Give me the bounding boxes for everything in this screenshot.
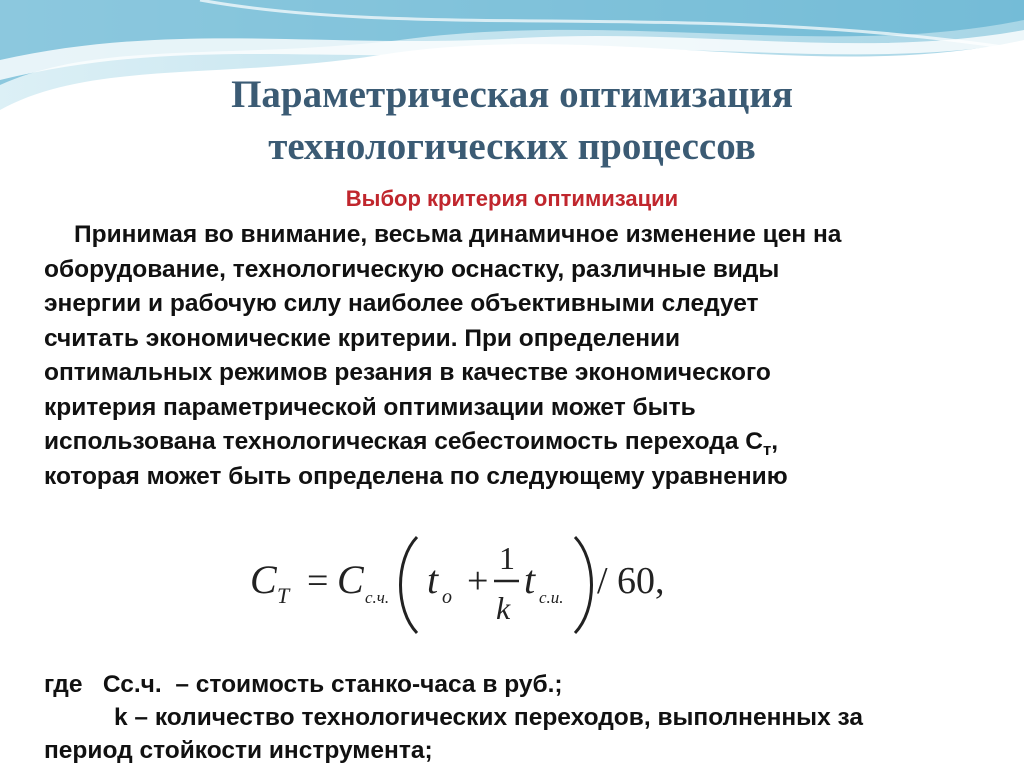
slide-title-line-2: технологических процессов xyxy=(268,125,756,168)
slide-title-line-1: Параметрическая оптимизация xyxy=(231,73,793,116)
formula-coef-symbol: C xyxy=(337,557,364,602)
paragraph-line: которая может быть определена по следующему уравнению xyxy=(44,462,788,490)
formula-frac-denominator: k xyxy=(496,590,511,626)
formula-t2-subscript: с.и. xyxy=(539,588,564,607)
formula-right-paren xyxy=(575,537,592,633)
definition-prefix: где xyxy=(44,671,83,698)
formula-lhs-subscript: T xyxy=(277,583,290,608)
definition-term: Сс.ч. xyxy=(102,671,162,698)
slide-subtitle: Выбор критерия оптимизации xyxy=(345,186,679,211)
ct-comma: , xyxy=(771,428,779,455)
formula-lhs-symbol: C xyxy=(250,557,277,602)
formula-divisor: / 60, xyxy=(597,560,665,602)
definition-k: k – количество технологических переходов, выполненных за xyxy=(114,704,864,731)
formula-t0-subscript: о xyxy=(442,586,452,608)
paragraph-line: критерия параметрической оптимизации может быть xyxy=(44,393,696,421)
paragraph-line: оптимальных режимов резания в качестве экономического xyxy=(44,359,771,386)
paragraph-line: оборудование, технологическую оснастку, различные виды xyxy=(44,255,780,283)
formula-frac-numerator: 1 xyxy=(499,540,515,576)
formula-equals: = xyxy=(307,560,329,602)
cost-formula xyxy=(245,525,675,640)
definitions xyxy=(44,668,1004,767)
formula-plus: + xyxy=(467,560,489,602)
paragraph-line: энергии и рабочую силу наиболее объективными следует xyxy=(44,290,759,317)
formula-left-paren xyxy=(401,537,418,633)
paragraph-line-ct xyxy=(44,425,994,460)
formula-t0-symbol: t xyxy=(427,557,439,602)
paragraph-line: Принимая во внимание, весьма динамичное изменение цен на xyxy=(74,221,842,248)
paragraph-line: считать экономические критерии. При определении xyxy=(44,324,681,352)
formula-t2-symbol: t xyxy=(524,557,536,602)
paragraph-line-text: использована технологическая себестоимость перехода С xyxy=(44,428,763,455)
formula-coef-subscript: с.ч. xyxy=(365,588,390,607)
definition-cch xyxy=(44,668,1004,701)
ct-subscript: т xyxy=(762,439,772,459)
definition-k-continued: период стойкости инструмента; xyxy=(44,737,433,764)
definition-text: – стоимость станко-часа в руб.; xyxy=(175,671,563,698)
paragraph xyxy=(44,218,994,494)
